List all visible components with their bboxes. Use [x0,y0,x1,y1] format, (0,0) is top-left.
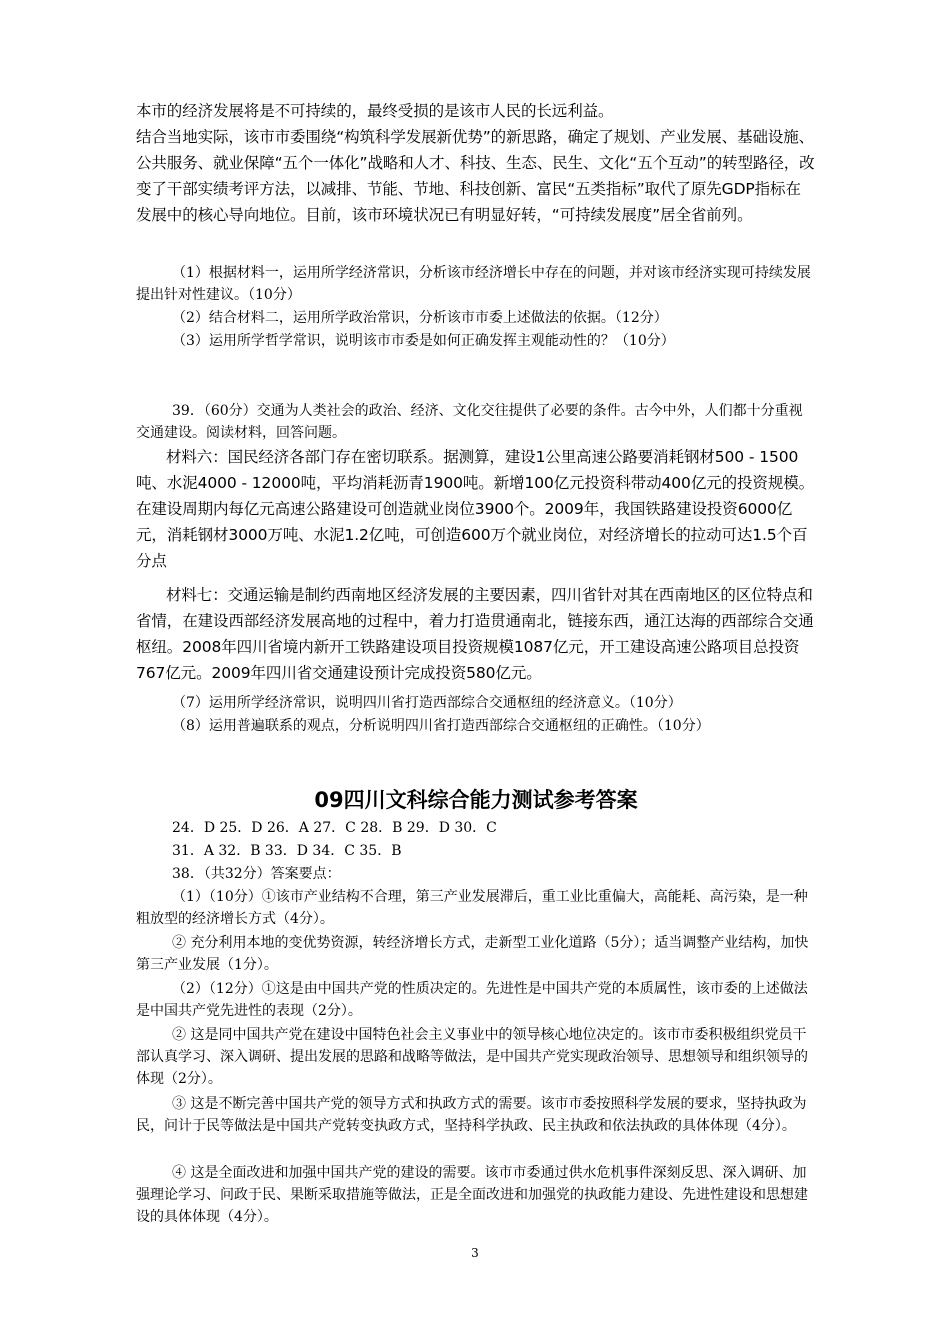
answers-row-2: 31．A 32．B 33．D 34．C 35．B [172,843,402,859]
question-38-2: （2）结合材料二，运用所学政治常识，分析该市市委上述做法的依据。（12分） [172,310,668,326]
question-39-7: （7）运用所学经济常识，说明四川省打造西部综合交通枢纽的经济意义。（10分） [172,695,682,711]
answer-1-point-2: ② 充分利用本地的变优势资源，转经济增长方式，走新型工业化道路（5分）；适当调整产业结构，加快第三产业发展（1分）。 [136,935,809,973]
answer-2-point-4: ④ 这是全面改进和加强中国共产党的建设的需要。该市市委通过供水危机事件深刻反思、深入调研、加强理论学习、问政于民、果断采取措施等做法，正是全面改进和加强党的执政能力建设、先进性建设和思想建设的具体体现（4分）。 [136,1165,808,1225]
question-39-8: （8）运用普遍联系的观点，分析说明四川省打造西部综合交通枢纽的正确性。（10分） [172,718,710,734]
page-number: 3 [471,1246,479,1260]
question-38-1: （1）根据材料一，运用所学经济常识，分析该市经济增长中存在的问题，并对该市经济实现可持续发展提出针对性建议。（10分） [136,265,811,303]
question-38-3: （3）运用所学哲学常识，说明该市市委是如何正确发挥主观能动性的？（10分） [172,333,675,349]
answers-title: 09四川文科综合能力测试参考答案 [314,788,638,812]
answers-q38-heading: 38．（共32分）答案要点： [172,866,341,882]
answers-row-1: 24．D 25．D 26．A 27．C 28．B 29．D 30．C [172,820,497,836]
question-39-intro: 39．（60分）交通为人类社会的政治、经济、文化交往提供了必要的条件。古今中外，人们都十分重视交通建设。阅读材料，回答问题。 [136,403,803,441]
answer-2-point-1: （2）（12分）①这是由中国共产党的性质决定的。先进性是中国共产党的本质属性，该市委的上述做法是中国共产党先进性的表现（2分）。 [136,981,808,1019]
material-five-tail: 本市的经济发展将是不可持续的，最终受损的是该市人民的长远利益。 [136,102,614,120]
answer-2-point-2: ② 这是同中国共产党在建设中国特色社会主义事业中的领导核心地位决定的。该市市委积极组织党员干部认真学习、深入调研、提出发展的思路和战略等做法，是中国共产党实现政治领导、思想领导和组织领导的体现（2分）。 [136,1027,808,1087]
material-seven: 材料七：交通运输是制约西南地区经济发展的主要因素，四川省针对其在西南地区的区位特点和省情，在建设西部经济发展高地的过程中，着力打造贯通南北，链接东西，通江达海的西部综合交通枢纽。2008年四川省境内新开工铁路建设项目投资规模1087亿元，开工建设高速公路项目总投资767亿元。2009年四川省交通建设预计完成投资580亿元。 [136,586,814,682]
material-five-paragraph: 结合当地实际，该市市委围绕“构筑科学发展新优势”的新思路，确定了规划、产业发展、基础设施、公共服务、就业保障“五个一体化”战略和人才、科技、生态、民生、文化“五个互动”的转型路径，改变了干部实绩考评方法，以减排、节能、节地、科技创新、富民“五类指标”取代了原先GDP指标在发展中的核心导向地位。目前，该市环境状况已有明显好转，“可持续发展度”居全省前列。 [136,128,815,224]
answer-1-point-1: （1）（10分）①该市产业结构不合理，第三产业发展滞后，重工业比重偏大，高能耗、高污染，是一种粗放型的经济增长方式（4分）。 [136,889,808,927]
answer-2-point-3: ③ 这是不断完善中国共产党的领导方式和执政方式的需要。该市市委按照科学发展的要求，坚持执政为民，问计于民等做法是中国共产党转变执政方式，坚持科学执政、民主执政和依法执政的具体体现（4分）。 [136,1096,807,1134]
material-six: 材料六：国民经济各部门存在密切联系。据测算，建设1公里高速公路要消耗钢材500 - 1500吨、水泥4000 - 12000吨，平均消耗沥青1900吨。新增100亿元投资科带动400亿元的投资规模。在建设周期内每亿元高速公路建设可创造就业岗位3900个。2009年，我国铁路建设投资6000亿元，消耗钢材3000万吨、水泥1.2亿吨，可创造600万个就业岗位，对经济增长的拉动可达1.5个百分点 [136,448,815,570]
